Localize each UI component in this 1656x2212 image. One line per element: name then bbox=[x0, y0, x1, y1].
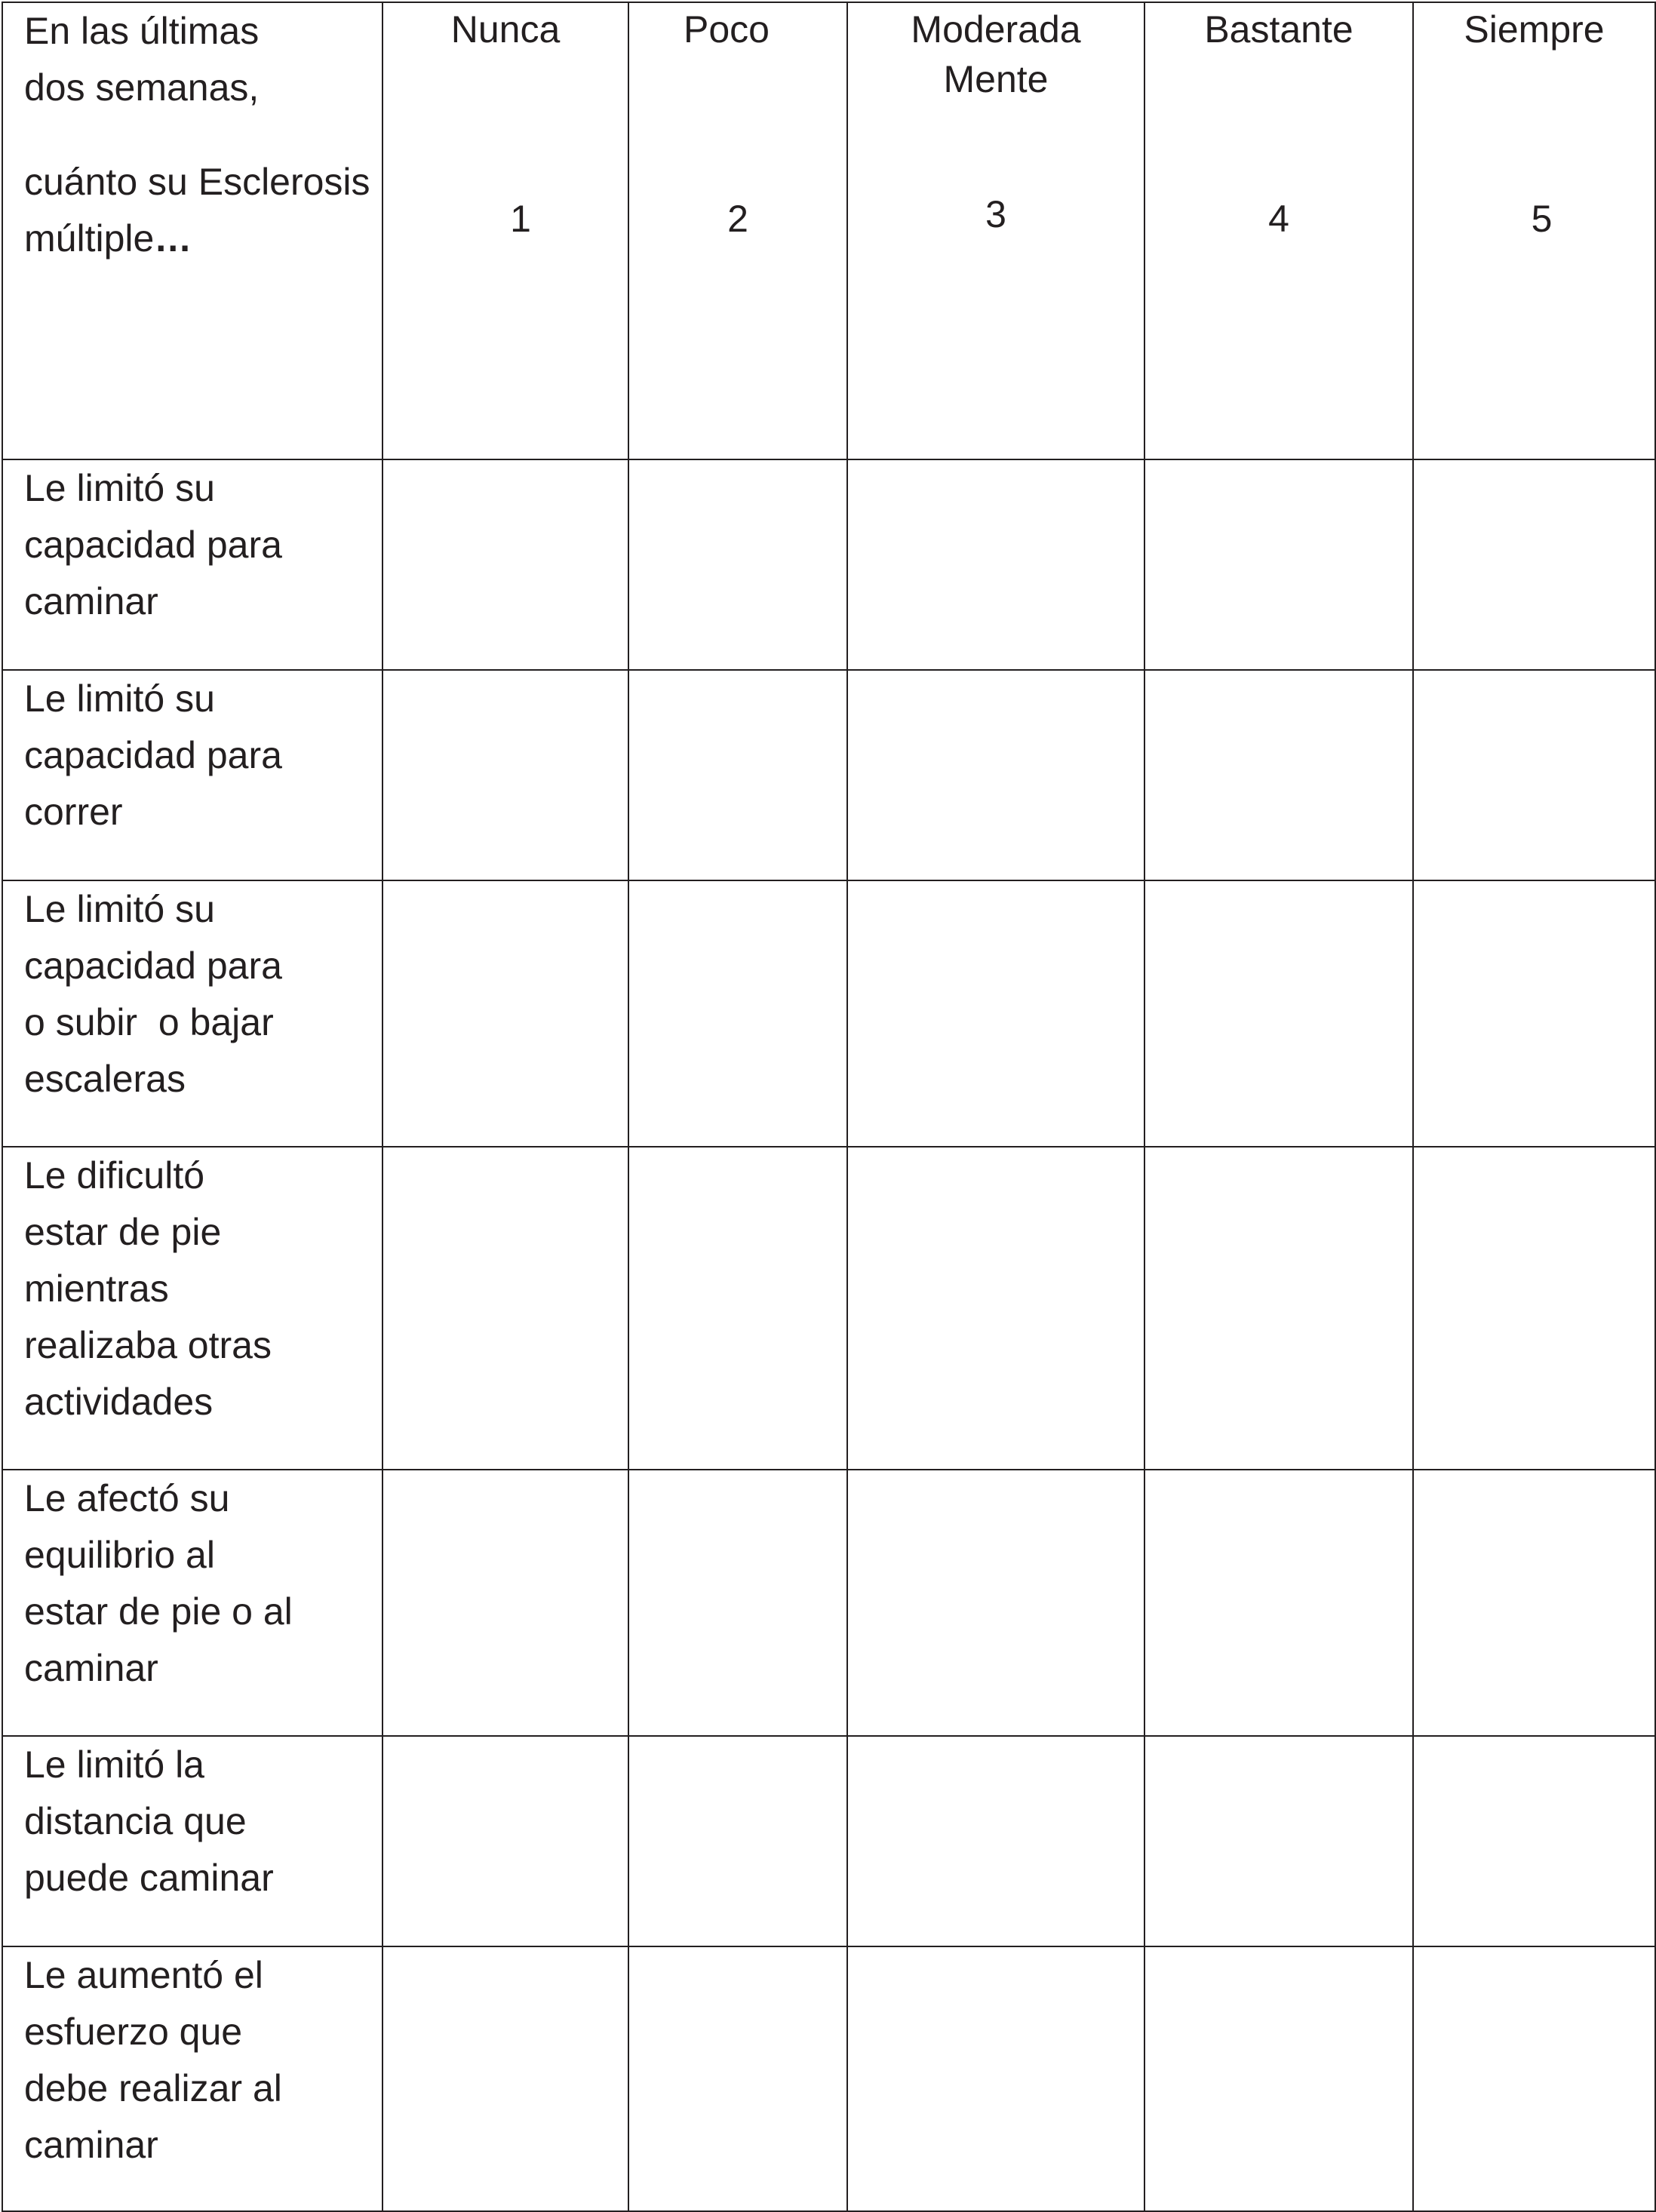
question-line: Le limitó su bbox=[24, 677, 215, 720]
answer-cell-moderada-mente[interactable] bbox=[847, 1736, 1144, 1946]
question-text bbox=[2, 1946, 383, 2211]
answer-cell-poco[interactable] bbox=[628, 1946, 847, 2211]
answer-cell-siempre[interactable] bbox=[1413, 1736, 1655, 1946]
answer-cell-moderada-mente[interactable] bbox=[847, 1147, 1144, 1470]
option-label: Siempre bbox=[1464, 8, 1605, 51]
answer-cell-poco[interactable] bbox=[628, 1147, 847, 1470]
question-line: caminar bbox=[24, 1647, 158, 1689]
header-question-line1: En las últimas dos semanas, bbox=[24, 10, 260, 109]
answer-cell-poco[interactable] bbox=[628, 670, 847, 880]
option-value: 2 bbox=[727, 198, 748, 240]
question-line: Le limitó su bbox=[24, 888, 215, 930]
answer-cell-nunca[interactable] bbox=[383, 880, 628, 1147]
question-row-4 bbox=[2, 1147, 1655, 1470]
question-line: estar de pie o al bbox=[24, 1590, 293, 1633]
question-line: correr bbox=[24, 791, 123, 833]
answer-cell-nunca[interactable] bbox=[383, 1736, 628, 1946]
question-line: capacidad para bbox=[24, 945, 282, 987]
header-row bbox=[2, 2, 1655, 459]
question-line: actividades bbox=[24, 1381, 214, 1423]
answer-cell-poco[interactable] bbox=[628, 880, 847, 1147]
question-line: Le limitó la bbox=[24, 1743, 204, 1786]
option-label: Poco bbox=[684, 8, 770, 51]
question-row-2 bbox=[2, 670, 1655, 880]
option-header-nunca bbox=[383, 2, 628, 459]
answer-cell-poco[interactable] bbox=[628, 459, 847, 670]
option-label: Nunca bbox=[450, 8, 561, 51]
question-line: Le limitó su bbox=[24, 467, 215, 509]
question-line: Le aumentó el bbox=[24, 1954, 263, 1996]
question-line: Le dificultó bbox=[24, 1154, 205, 1197]
answer-cell-bastante[interactable] bbox=[1144, 1470, 1413, 1736]
answer-cell-bastante[interactable] bbox=[1144, 459, 1413, 670]
option-header-poco bbox=[628, 2, 847, 459]
answer-cell-bastante[interactable] bbox=[1144, 670, 1413, 880]
answer-cell-siempre[interactable] bbox=[1413, 1946, 1655, 2211]
question-text bbox=[2, 670, 383, 880]
answer-cell-moderada-mente[interactable] bbox=[847, 1946, 1144, 2211]
option-value: 4 bbox=[1268, 198, 1289, 240]
question-line: caminar bbox=[24, 580, 158, 622]
answer-cell-nunca[interactable] bbox=[383, 1147, 628, 1470]
answer-cell-moderada-mente[interactable] bbox=[847, 670, 1144, 880]
question-line: debe realizar al bbox=[24, 2067, 282, 2109]
question-line: Le afectó su bbox=[24, 1477, 230, 1519]
option-header-siempre bbox=[1413, 2, 1655, 459]
question-row-5 bbox=[2, 1470, 1655, 1736]
question-line: capacidad para bbox=[24, 734, 282, 776]
answer-cell-siempre[interactable] bbox=[1413, 1147, 1655, 1470]
question-line: mientras bbox=[24, 1267, 169, 1310]
answer-cell-nunca[interactable] bbox=[383, 459, 628, 670]
question-line: distancia que bbox=[24, 1800, 247, 1842]
question-text bbox=[2, 1147, 383, 1470]
answer-cell-siempre[interactable] bbox=[1413, 880, 1655, 1147]
answer-cell-poco[interactable] bbox=[628, 1470, 847, 1736]
question-line: estar de pie bbox=[24, 1211, 222, 1253]
option-label: Bastante bbox=[1204, 8, 1353, 51]
option-value: 3 bbox=[985, 193, 1006, 235]
header-ellipsis: … bbox=[154, 217, 192, 260]
answer-cell-moderada-mente[interactable] bbox=[847, 880, 1144, 1147]
answer-cell-nunca[interactable] bbox=[383, 1946, 628, 2211]
answer-cell-siempre[interactable] bbox=[1413, 670, 1655, 880]
answer-cell-nunca[interactable] bbox=[383, 670, 628, 880]
question-line: o subir o bajar bbox=[24, 1001, 274, 1043]
answer-cell-bastante[interactable] bbox=[1144, 1946, 1413, 2211]
question-text bbox=[2, 459, 383, 670]
question-line: realizaba otras bbox=[24, 1324, 272, 1366]
question-text bbox=[2, 1470, 383, 1736]
option-value: 5 bbox=[1531, 198, 1553, 240]
answer-cell-nunca[interactable] bbox=[383, 1470, 628, 1736]
answer-cell-moderada-mente[interactable] bbox=[847, 1470, 1144, 1736]
answer-cell-bastante[interactable] bbox=[1144, 1736, 1413, 1946]
answer-cell-poco[interactable] bbox=[628, 1736, 847, 1946]
answer-cell-siempre[interactable] bbox=[1413, 459, 1655, 670]
survey-table bbox=[2, 2, 1656, 2212]
answer-cell-moderada-mente[interactable] bbox=[847, 459, 1144, 670]
answer-cell-bastante[interactable] bbox=[1144, 880, 1413, 1147]
question-row-7 bbox=[2, 1946, 1655, 2211]
option-header-moderada-mente bbox=[847, 2, 1144, 459]
answer-cell-siempre[interactable] bbox=[1413, 1470, 1655, 1736]
option-value: 1 bbox=[510, 198, 531, 240]
question-line: puede caminar bbox=[24, 1857, 274, 1899]
header-question-line2: cuánto su Esclerosis múltiple bbox=[24, 161, 370, 260]
question-row-1 bbox=[2, 459, 1655, 670]
question-line: caminar bbox=[24, 2124, 158, 2166]
question-row-3 bbox=[2, 880, 1655, 1147]
question-line: capacidad para bbox=[24, 524, 282, 566]
option-label: Moderada Mente bbox=[911, 8, 1081, 100]
question-text bbox=[2, 1736, 383, 1946]
question-line: esfuerzo que bbox=[24, 2011, 243, 2053]
question-text bbox=[2, 880, 383, 1147]
option-header-bastante bbox=[1144, 2, 1413, 459]
question-line: escaleras bbox=[24, 1058, 186, 1100]
question-row-6 bbox=[2, 1736, 1655, 1946]
answer-cell-bastante[interactable] bbox=[1144, 1147, 1413, 1470]
header-question-cell bbox=[2, 2, 383, 459]
question-line: equilibrio al bbox=[24, 1534, 215, 1576]
